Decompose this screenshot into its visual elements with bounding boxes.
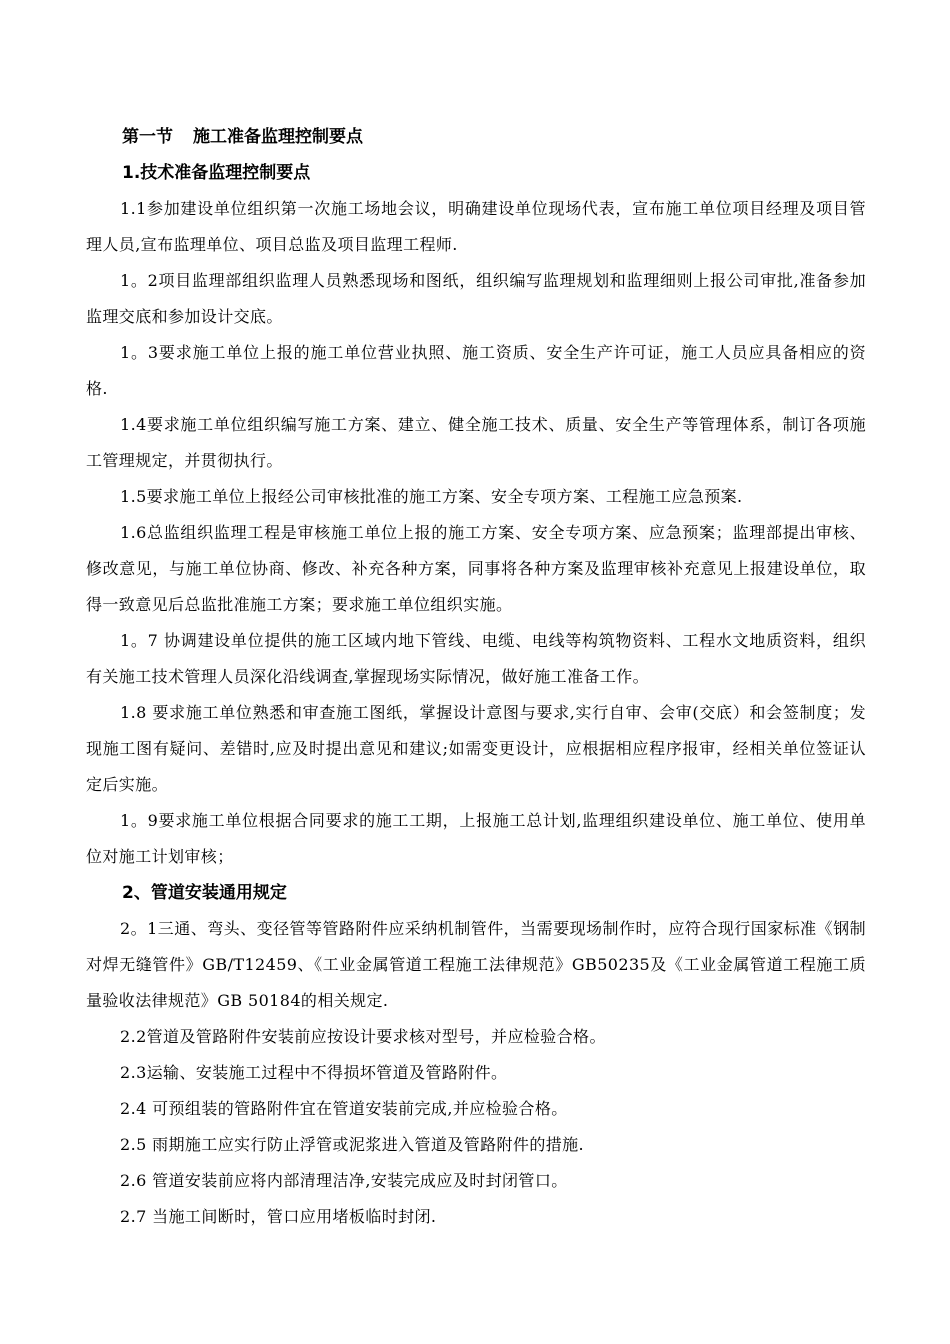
paragraph-1-5: 1.5要求施工单位上报经公司审核批准的施工方案、安全专项方案、工程施工应急预案. — [120, 487, 743, 506]
paragraph-1-1: 1.1参加建设单位组织第一次施工场地会议，明确建设单位现场代表，宣布施工单位项目经理及项目管理人员,宣布监理单位、项目总监及项目监理工程师. — [86, 199, 866, 254]
paragraph-2-4: 2.4 可预组装的管路附件宜在管道安装前完成,并应检验合格。 — [120, 1099, 568, 1118]
paragraph-2-1: 2。1三通、弯头、变径管等管路附件应采纳机制管件，当需要现场制作时，应符合现行国家标准《钢制对焊无缝管件》GB/T12459、《工业金属管道工程施工法律规范》GB50235及《工业金属管道工程施工质量验收法律规范》GB 50184的相关规定. — [86, 919, 866, 1010]
paragraph-1-2: 1。2项目监理部组织监理人员熟悉现场和图纸，组织编写监理规划和监理细则上报公司审批,准备参加监理交底和参加设计交底。 — [86, 271, 866, 326]
document-body — [86, 119, 866, 1235]
heading-pipeline-installation: 2、管道安装通用规定 — [122, 883, 287, 903]
paragraph-2-7: 2.7 当施工间断时，管口应用堵板临时封闭. — [120, 1207, 437, 1226]
paragraph-2-6: 2.6 管道安装前应将内部清理洁净,安装完成应及时封闭管口。 — [120, 1171, 568, 1190]
paragraph-1-3: 1。3要求施工单位上报的施工单位营业执照、施工资质、安全生产许可证，施工人员应具备相应的资格. — [86, 343, 866, 398]
paragraph-1-9: 1。9要求施工单位根据合同要求的施工工期，上报施工总计划,监理组织建设单位、施工单位、使用单位对施工计划审核； — [86, 811, 866, 866]
paragraph-1-7: 1。7 协调建设单位提供的施工区域内地下管线、电缆、电线等构筑物资料、工程水文地质资料，组织有关施工技术管理人员深化沿线调查,掌握现场实际情况，做好施工准备工作。 — [86, 631, 866, 686]
paragraph-1-4: 1.4要求施工单位组织编写施工方案、建立、健全施工技术、质量、安全生产等管理体系，制订各项施工管理规定，并贯彻执行。 — [86, 415, 866, 470]
paragraph-1-6: 1.6总监组织监理工程是审核施工单位上报的施工方案、安全专项方案、应急预案；监理部提出审核、修改意见，与施工单位协商、修改、补充各种方案，同事将各种方案及监理审核补充意见上报建设单位，取得一致意见后总监批准施工方案；要求施工单位组织实施。 — [86, 523, 866, 614]
section-number: 第一节 — [122, 127, 173, 147]
section-title: 施工准备监理控制要点 — [193, 127, 363, 147]
paragraph-2-5: 2.5 雨期施工应实行防止浮管或泥浆进入管道及管路附件的措施. — [120, 1135, 585, 1154]
paragraph-2-3: 2.3运输、安装施工过程中不得损坏管道及管路附件。 — [120, 1063, 508, 1082]
heading-technical-preparation: 1.技术准备监理控制要点 — [122, 163, 311, 183]
section-heading — [86, 119, 866, 155]
paragraph-2-2: 2.2管道及管路附件安装前应按设计要求核对型号，并应检验合格。 — [120, 1027, 606, 1046]
paragraph-1-8: 1.8 要求施工单位熟悉和审查施工图纸，掌握设计意图与要求,实行自审、会审(交底）和会签制度；发现施工图有疑问、差错时,应及时提出意见和建议;如需变更设计，应根据相应程序报审，经相关单位签证认定后实施。 — [86, 703, 866, 794]
